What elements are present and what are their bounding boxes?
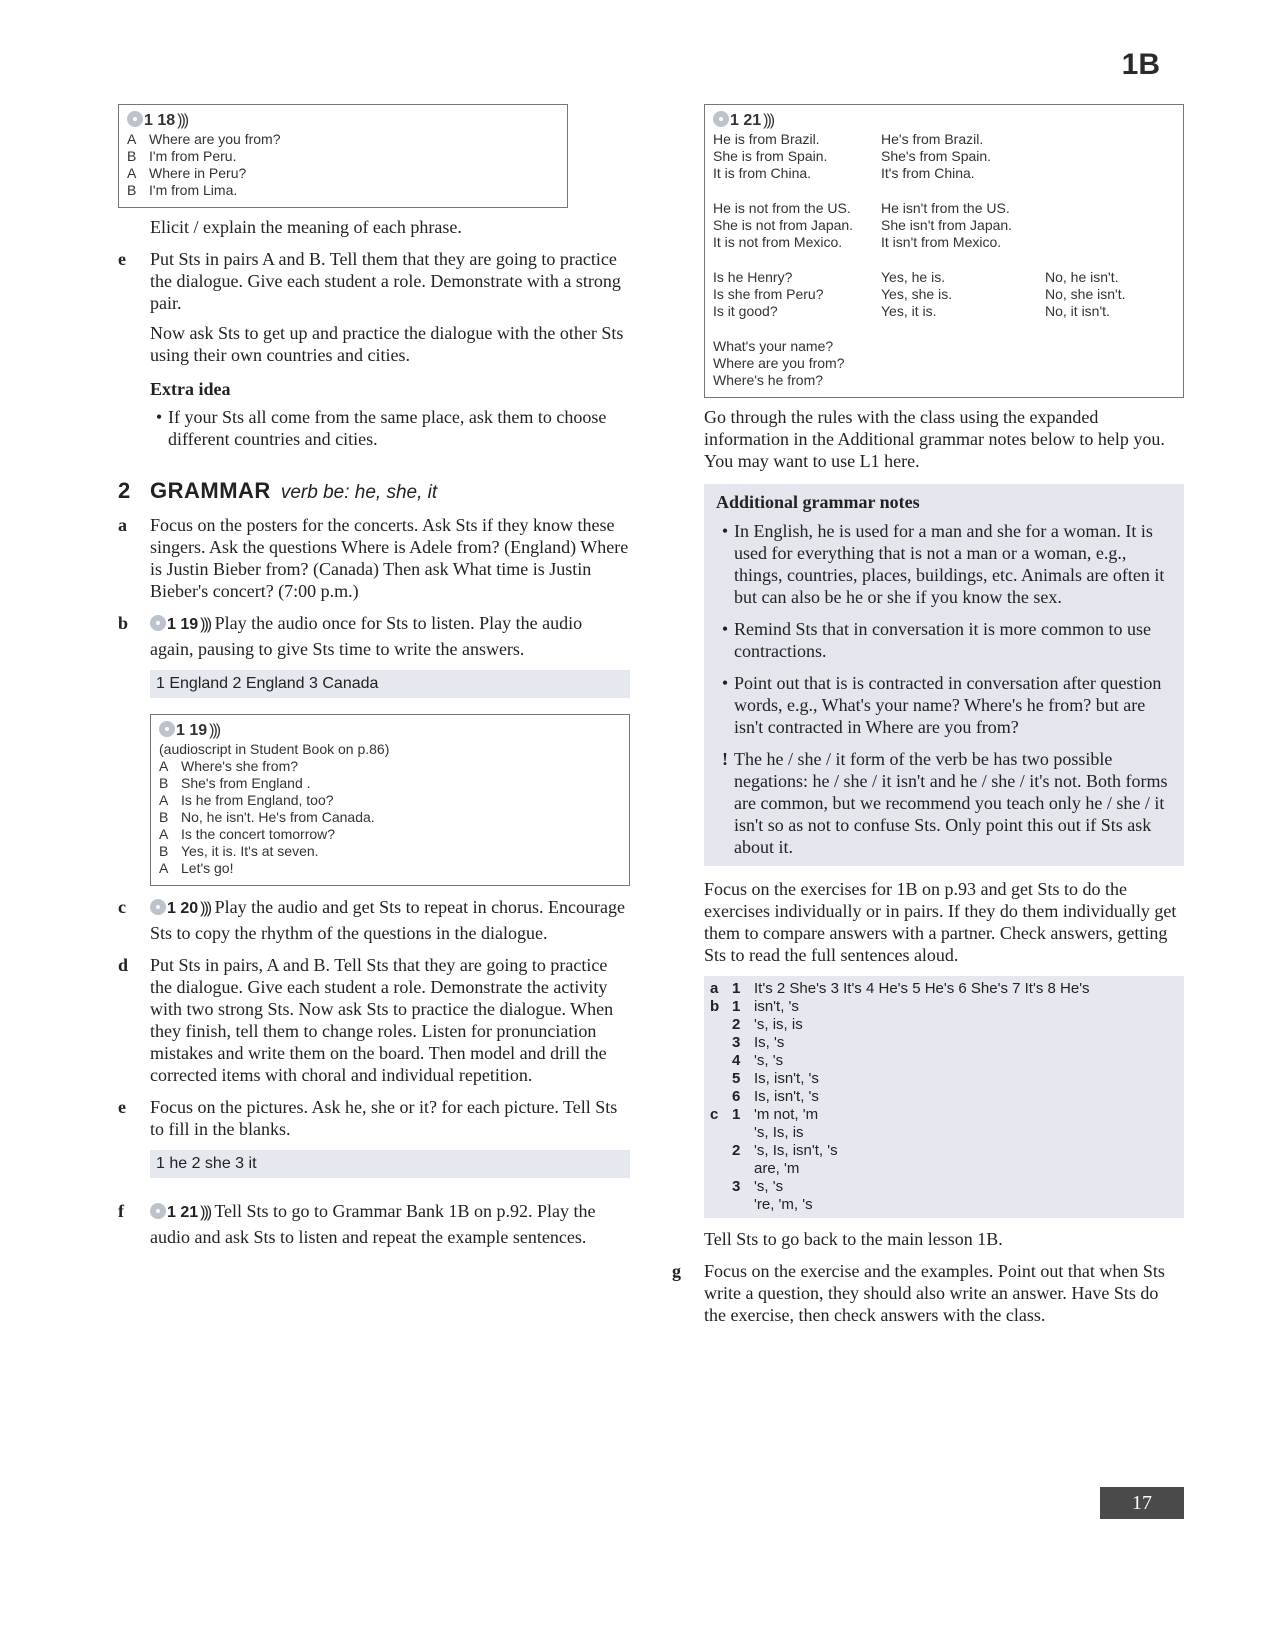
- audio-track-label: 1 20 ))): [150, 898, 210, 920]
- list-item: 2 's, Is, isn't, 's: [732, 1142, 838, 1159]
- cd-icon: [150, 1203, 166, 1219]
- exercises-text: Focus on the exercises for 1B on p.93 and get Sts to do the exercises individually or in pairs. If they do them individually get them to compare answers with a partner. Check answers, getting Sts to read the full sentences aloud.: [704, 879, 1177, 965]
- sound-waves-icon: ))): [763, 112, 774, 129]
- rules-text: Go through the rules with the class using the expanded information in the Additional grammar notes below to help you. You may want to use L1 here.: [704, 407, 1165, 471]
- step-d: d Put Sts in pairs, A and B. Tell Sts that they are going to practice the dialogue. Give each student a role. Demonstrate the activity with two strong Sts. Now ask Sts to practice the dialogue. When they finish, tell them to change roles. Listen for pronunciation mistakes and write them on the board. Then model and drill the corrected items with choral and individual repetition.: [118, 955, 614, 1085]
- cd-icon: [150, 615, 166, 631]
- list-item: c 1 'm not, 'm: [710, 1106, 819, 1123]
- list-item: 2 's, is, is: [732, 1016, 803, 1033]
- answer-key: [704, 976, 1184, 1218]
- audio-track-label: 1 21 ))): [150, 1202, 210, 1224]
- step-e-1: e Put Sts in pairs A and B. Tell them that they are going to practice the dialogue. Give each student a role. Demonstrate with a strong pair. Now ask Sts to get up and practice the dialogue with the other Sts using their own countries and cities. Extra idea • If your Sts all come from the same place, ask them to choose different countries and cities.: [118, 248, 630, 450]
- list-item: 6 Is, isn't, 's: [732, 1088, 819, 1105]
- audio-track-label: 1 19 ))): [150, 614, 210, 636]
- audioscript-1-19: 1 19 ))) (audioscript in Student Book on p.86) A Where's she from? B She's from England . A Is he from England, too? B No, he isn't. He's from Canada. A Is the concert tomorrow? B Yes, it is. It's at seven. A Let's go!: [150, 714, 630, 886]
- page-code: 1B: [1121, 48, 1160, 81]
- cd-icon: [159, 721, 175, 737]
- audioscript-1-21: 1 21 ))) He is from Brazil. He's from Brazil. She is from Spain. She's from Spain. It is from China. It's from China. He is not from the US. He isn't from the US. She is not from Japan. She isn't from Japan. It is not from Mexico. It isn't from Mexico. Is he Henry? Yes, he is. No, he isn't. Is she from Peru? Yes, she is. No, she isn't. Is it good? Yes, it is. No, it isn't. What's your name? Where are you from? Where's he from?: [704, 104, 1184, 398]
- list-item: 3 Is, 's: [732, 1034, 785, 1051]
- section-heading-grammar: 2 GRAMMAR verb be: he, she, it: [118, 478, 438, 503]
- elicit-text: Elicit / explain the meaning of each phrase.: [150, 217, 462, 237]
- answer-bar: 1 he 2 she 3 it: [150, 1150, 630, 1178]
- list-item: are, 'm: [754, 1160, 800, 1177]
- step-c: c 1 20 ))) Play the audio and get Sts to repeat in chorus. Encourage Sts to copy the rhythm of the questions in the dialogue.: [118, 897, 626, 943]
- audio-track-label: 1 18 ))): [127, 111, 187, 129]
- list-item: b 1 isn't, 's: [710, 998, 799, 1015]
- left-column: [118, 104, 630, 1248]
- audioscript-1-18: 1 18 ))) A Where are you from? B I'm from Peru. A Where in Peru? B I'm from Lima.: [118, 104, 568, 208]
- sound-waves-icon: ))): [200, 1204, 211, 1221]
- step-b: b 1 19 ))) Play the audio once for Sts to listen. Play the audio again, pausing to give Sts time to write the answers. 1 England 2 England 3 Canada 1 19 ))) (audioscript in Student Book on p.86) A Where's she from? B She's from England . A Is he from England, too? B No, he isn't. He's from Canada. A Is the concert tomorrow? B Yes, it is. It's at seven. A Let's go!: [118, 612, 630, 886]
- list-item: a 1 It's 2 She's 3 It's 4 He's 5 He's 6 She's 7 It's 8 He's: [710, 980, 1090, 997]
- cd-icon: [127, 111, 143, 127]
- right-column: [672, 104, 1184, 1326]
- sound-waves-icon: ))): [209, 722, 220, 739]
- list-item: 5 Is, isn't, 's: [732, 1070, 819, 1087]
- step-e-2: e Focus on the pictures. Ask he, she or it? for each picture. Tell Sts to fill in the blanks. 1 he 2 she 3 it: [118, 1096, 630, 1178]
- exclamation-icon: !: [722, 749, 728, 769]
- additional-grammar-notes: Additional grammar notes • In English, he is used for a man and she for a woman. It is used for everything that is not a man or a woman, e.g., things, countries, places, buildings, etc. Animals are often it but can also be he or she if you know the sex. • Remind Sts that in conversation it is more common to use contractions. • Point out that is is contracted in conversation after question words, e.g., What's your name? Where's he from? but are isn't contracted in Where are you from? ! The he / she / it form of the verb be has two possible negations: he / she / it isn't and he / she / it's not. Both forms are common, but we recommend you teach only he / she / it isn't so as not to confuse Sts. Only point this out if Sts ask about it.: [704, 484, 1184, 866]
- step-a: a Focus on the posters for the concerts. Ask Sts if they know these singers. Ask the questions Where is Adele from? (England) Where is Justin Bieber from? (Canada) Then ask What time is Justin Bieber's concert? (7:00 p.m.): [118, 515, 629, 601]
- step-g: g Focus on the exercise and the examples. Point out that when Sts write a question, they should also write an answer. Have Sts do the exercise, then check answers with the class.: [672, 1261, 1165, 1325]
- cd-icon: [713, 111, 729, 127]
- step-f: f 1 21 ))) Tell Sts to go to Grammar Bank 1B on p.92. Play the audio and ask Sts to listen and repeat the example sentences.: [118, 1201, 596, 1247]
- list-item: 's, Is, is: [754, 1124, 804, 1141]
- list-item: 4 's, 's: [732, 1052, 784, 1069]
- notes-title: Additional grammar notes: [716, 492, 920, 512]
- audio-track-label: 1 19 ))): [159, 721, 219, 739]
- list-item: 3 's, 's: [732, 1178, 784, 1195]
- sound-waves-icon: ))): [200, 616, 211, 633]
- page-number: 17: [1100, 1487, 1184, 1519]
- list-item: 're, 'm, 's: [754, 1196, 813, 1213]
- sound-waves-icon: ))): [200, 900, 211, 917]
- back-text: Tell Sts to go back to the main lesson 1B.: [704, 1229, 1003, 1249]
- extra-idea-title: Extra idea: [150, 379, 231, 399]
- cd-icon: [150, 899, 166, 915]
- answer-bar: 1 England 2 England 3 Canada: [150, 670, 630, 698]
- audio-track-label: 1 21 ))): [713, 111, 773, 129]
- sound-waves-icon: ))): [177, 112, 188, 129]
